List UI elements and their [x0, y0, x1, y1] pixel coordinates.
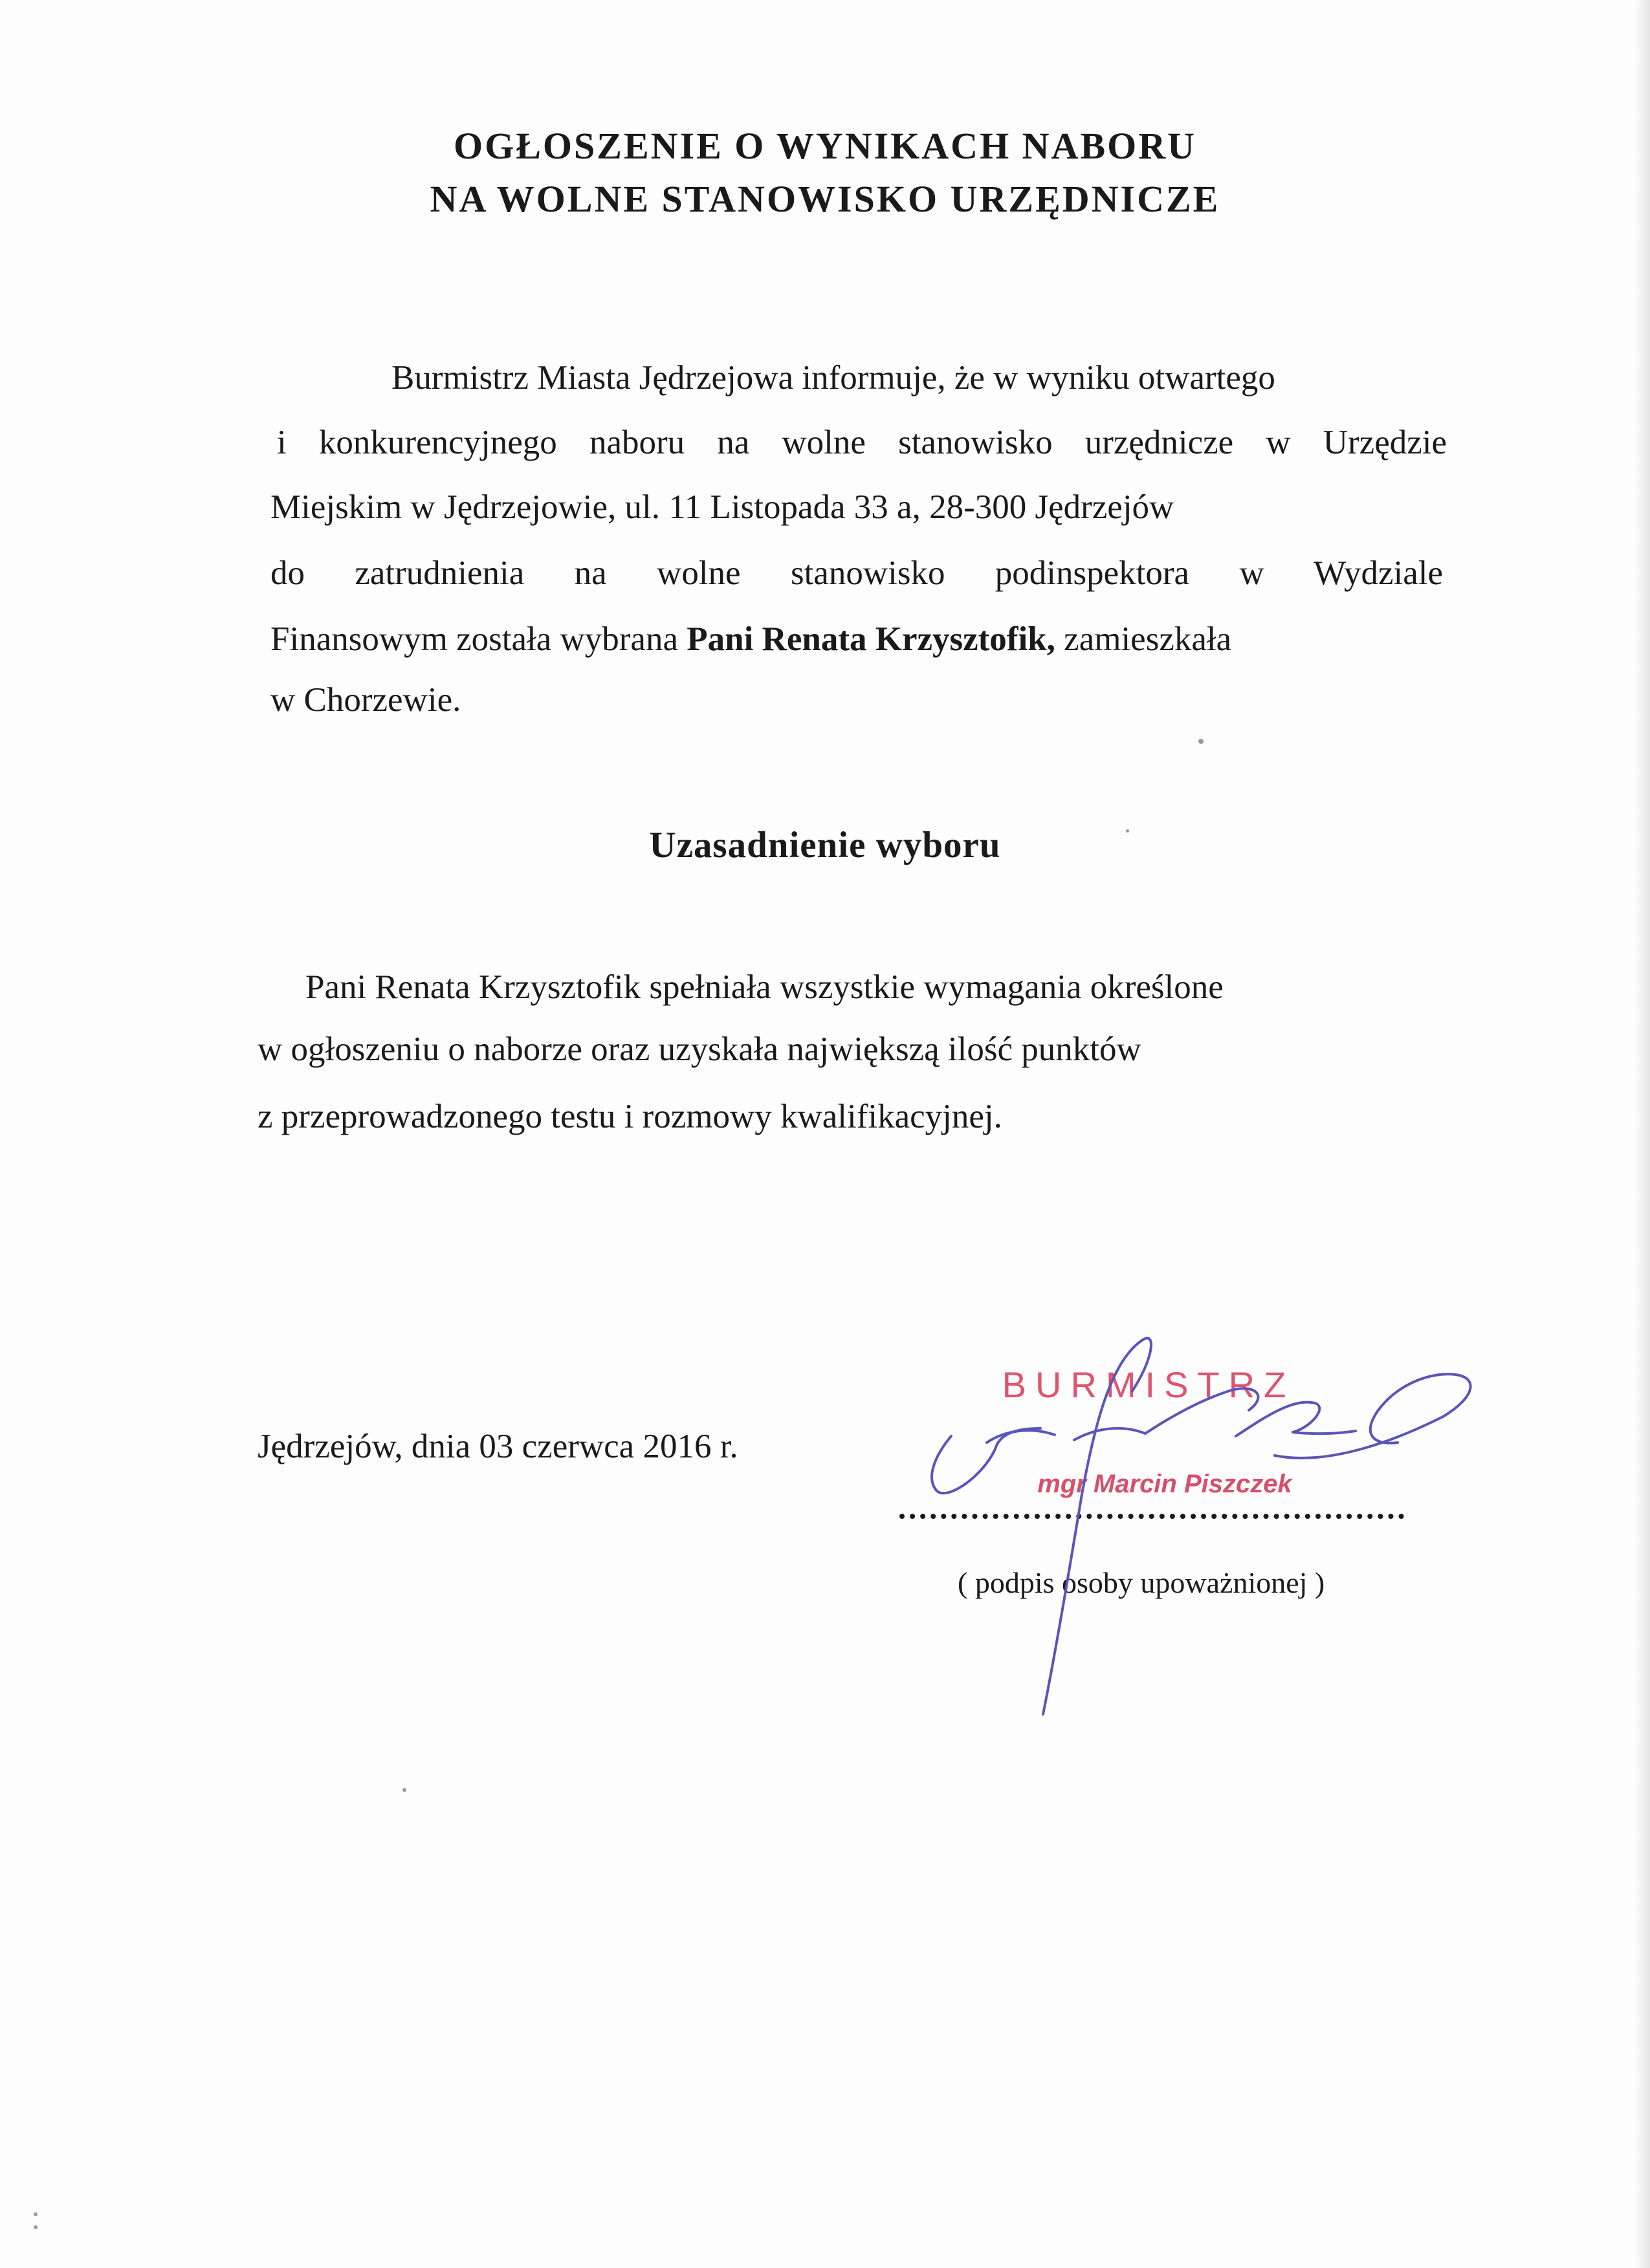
announcement-line-6: w Chorzewie.: [270, 681, 461, 719]
scan-speck: [402, 1788, 406, 1792]
announcement-line-5: [270, 616, 1231, 662]
announcement-line-1: Burmistrz Miasta Jędrzejowa informuje, że w wyniku otwartego: [391, 359, 1275, 397]
title-line-2: NA WOLNE STANOWISKO URZĘDNICZE: [430, 178, 1220, 220]
scan-edge: [1633, 0, 1650, 2268]
justification-line-2: w ogłoszeniu o naborze oraz uzyskała największą ilość punktów: [258, 1030, 1141, 1068]
announcement-line-4: do zatrudnienia na wolne stanowisko podinspektora w Wydziale: [270, 554, 1443, 592]
scan-speck: [1126, 829, 1129, 833]
place-date: Jędrzejów, dnia 03 czerwca 2016 r.: [258, 1428, 738, 1465]
justification-line-1: Pani Renata Krzysztofik spełniała wszystkie wymagania określone: [305, 968, 1224, 1006]
scan-speck: [34, 2212, 38, 2216]
scan-speck: [34, 2225, 38, 2229]
selected-candidate-name: Pani Renata Krzysztofik,: [687, 620, 1055, 658]
announcement-line-3: Miejskim w Jędrzejowie, ul. 11 Listopada 33 a, 28-300 Jędrzejów: [270, 488, 1174, 526]
announcement-line-5-start: Finansowym została wybrana: [270, 620, 687, 658]
scan-speck: [1198, 739, 1204, 744]
justification-heading: Uzasadnienie wyboru: [649, 825, 1001, 866]
announcement-line-2: i konkurencyjnego naboru na wolne stanowisko urzędnicze w Urzędzie: [277, 424, 1447, 461]
signature-caption: ( podpis osoby upoważnionej ): [958, 1566, 1325, 1599]
announcement-line-5-end: zamieszkała: [1055, 620, 1232, 658]
justification-line-3: z przeprowadzonego testu i rozmowy kwalifikacyjnej.: [258, 1098, 1002, 1135]
title-line-1: OGŁOSZENIE O WYNIKACH NABORU: [453, 125, 1197, 167]
stamp-name: mgr Marcin Piszczek: [1037, 1470, 1292, 1498]
stamp-title: BURMISTRZ: [1002, 1364, 1295, 1405]
handwritten-signature: [874, 1313, 1488, 1740]
